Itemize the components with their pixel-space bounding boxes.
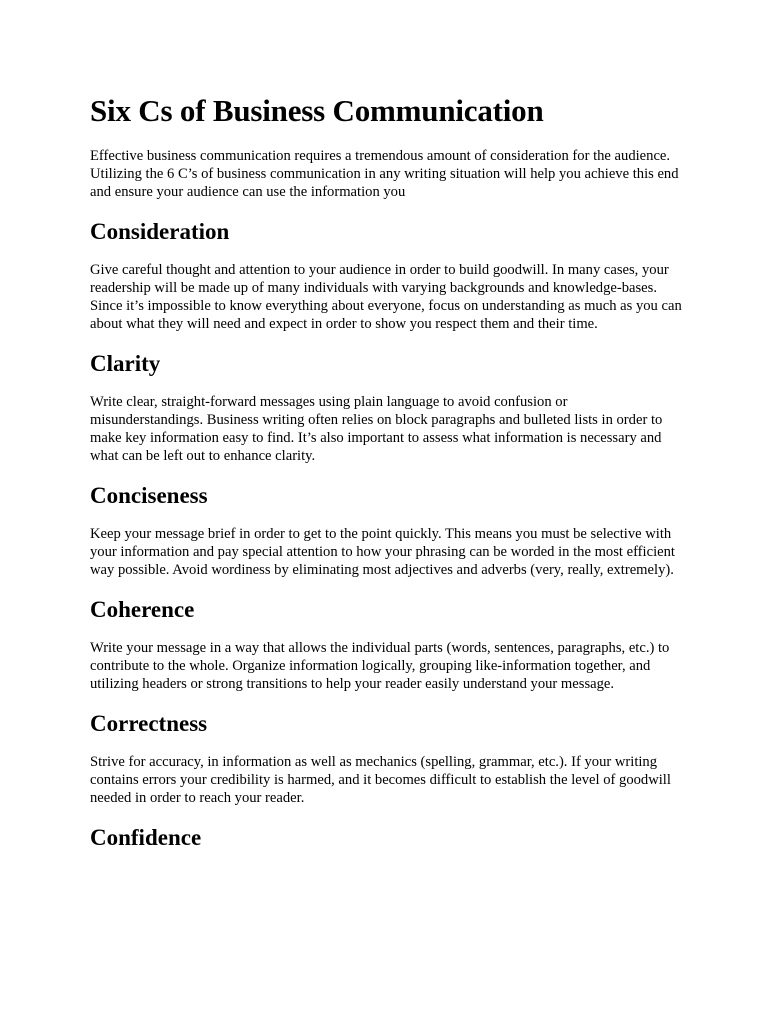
section-body-correctness: Strive for accuracy, in information as well as mechanics (spelling, grammar, etc.). If your writing contains errors your credibility is harmed, and it becomes difficult to establish the level of goodwill needed in order to reach your reader.: [90, 754, 671, 806]
section-heading-correctness: Correctness: [90, 711, 208, 736]
section-heading-clarity: Clarity: [90, 351, 161, 376]
section-body-conciseness: Keep your message brief in order to get to the point quickly. This means you must be selective with your information and pay special attention to how your phrasing can be worded in the most efficient way possible. Avoid wordiness by eliminating most adjectives and adverbs (very, really, extremely).: [90, 526, 675, 578]
section-heading-consideration: Consideration: [90, 219, 230, 244]
section-body-consideration: Give careful thought and attention to your audience in order to build goodwill. In many cases, your readership will be made up of many individuals with varying backgrounds and knowledge-bases. Since it’s impossible to know everything about everyone, focus on understanding as much as you can about what they will need and expect in order to show you respect them and their time.: [90, 262, 682, 332]
section-heading-coherence: Coherence: [90, 597, 195, 622]
section-body-coherence: Write your message in a way that allows the individual parts (words, sentences, paragraphs, etc.) to contribute to the whole. Organize information logically, grouping like-information together, and utilizing headers or strong transitions to help your reader easily understand your message.: [90, 640, 670, 692]
document-title: Six Cs of Business Communication: [90, 93, 544, 128]
section-heading-conciseness: Conciseness: [90, 483, 208, 508]
document-page: [90, 93, 682, 867]
intro-paragraph: Effective business communication requires a tremendous amount of consideration for the audience. Utilizing the 6 C’s of business communication in any writing situation will help you achieve this end and ensure your audience can use the information you: [90, 148, 679, 200]
section-body-clarity: Write clear, straight-forward messages using plain language to avoid confusion or misunderstandings. Business writing often relies on block paragraphs and bulleted lists in order to make key information easy to find. It’s also important to assess what information is necessary and what can be left out to enhance clarity.: [90, 394, 663, 464]
section-heading-confidence: Confidence: [90, 825, 202, 850]
